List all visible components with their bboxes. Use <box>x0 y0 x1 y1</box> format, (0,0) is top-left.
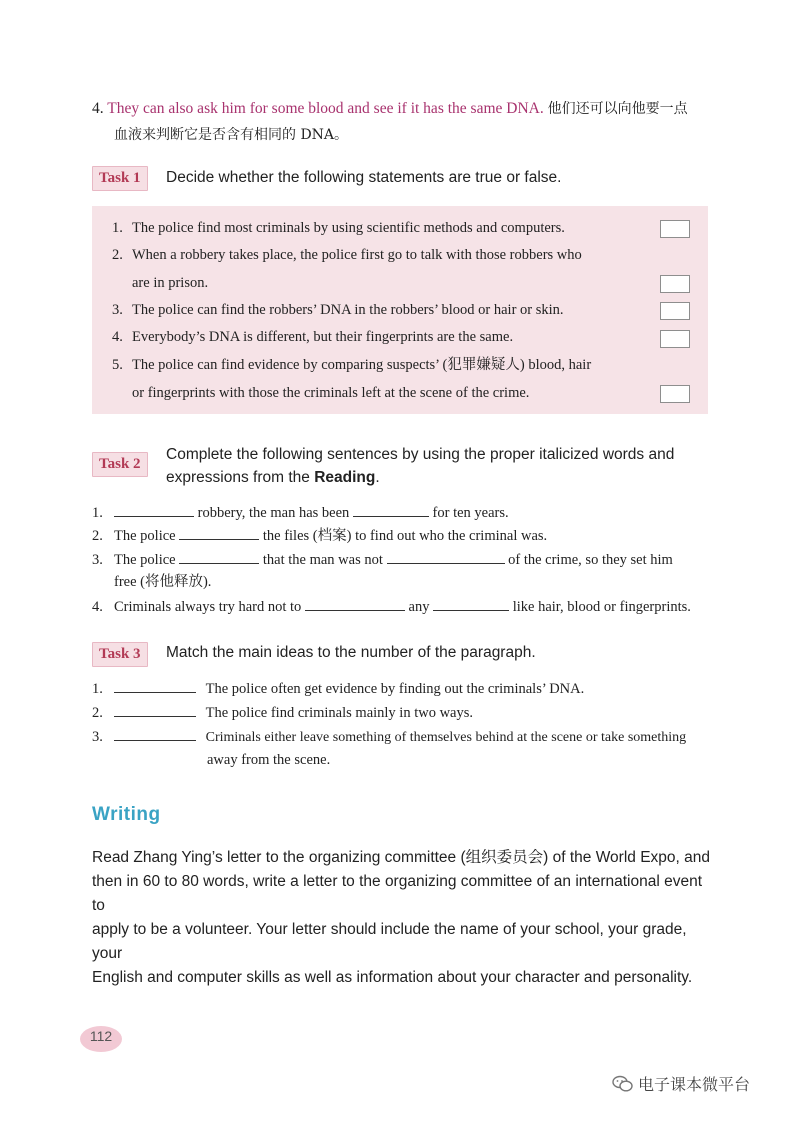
task-2-tag: Task 2 <box>92 452 148 477</box>
task-3-item-1 <box>92 678 584 699</box>
statement-5-cont: or fingerprints with those the criminals left at the scene of the crime. <box>132 385 530 401</box>
sentence-2-text-b: the files (档案) to find out who the criminal was. <box>262 528 548 544</box>
writing-line-3: apply to be a volunteer. Your letter should include the name of your school, your grade, your <box>92 921 687 962</box>
sentence-4-text-a: Criminals always try hard not to <box>114 599 302 615</box>
watermark <box>612 1072 750 1097</box>
sentence-1-text-a: robbery, the man has been <box>197 505 350 521</box>
statement-5-number: 5. <box>112 357 123 373</box>
task-3-tag: Task 3 <box>92 642 148 667</box>
sentence-1-text-b: for ten years. <box>432 505 509 521</box>
sentence-4-text-b: any <box>408 599 430 615</box>
writing-heading: Writing <box>92 804 161 825</box>
sentence-3-number: 3. <box>92 552 103 568</box>
statement-4 <box>112 327 513 347</box>
task-2-sentence-1 <box>92 502 509 523</box>
sentence-1-number: 1. <box>92 505 103 521</box>
item-4-chinese-1: 他们还可以向他要一点 <box>547 101 688 117</box>
statement-4-answer-box[interactable] <box>660 330 690 348</box>
sentence-4-number: 4. <box>92 599 103 615</box>
wechat-icon <box>612 1075 634 1097</box>
match-1-number: 1. <box>92 681 103 697</box>
task-2-instruction-end: . <box>375 469 380 486</box>
statement-1-number: 1. <box>112 220 123 236</box>
task-3-item-2 <box>92 702 473 723</box>
task-2-sentence-3 <box>92 549 673 570</box>
blank-input[interactable] <box>179 525 259 540</box>
match-1-text: The police often get evidence by finding out the criminals’ DNA. <box>205 681 585 697</box>
blank-input[interactable] <box>433 596 509 611</box>
blank-input[interactable] <box>114 502 194 517</box>
statement-4-number: 4. <box>112 329 123 345</box>
item-4 <box>92 96 712 148</box>
blank-input[interactable] <box>387 549 505 564</box>
statement-3-number: 3. <box>112 302 123 318</box>
task-2-sentence-3-cont: free (将他释放). <box>114 574 212 590</box>
statement-4-text: Everybody’s DNA is different, but their fingerprints are the same. <box>132 329 514 345</box>
writing-body <box>92 846 712 990</box>
writing-line-1: Read Zhang Ying’s letter to the organizing committee (组织委员会) of the World Expo, and <box>92 849 711 866</box>
task-2-sentence-2 <box>92 525 547 546</box>
statement-1-text: The police find most criminals by using scientific methods and computers. <box>132 220 565 236</box>
match-2-number: 2. <box>92 705 103 721</box>
statement-5-answer-box[interactable] <box>660 385 690 403</box>
sentence-3-text-c: of the crime, so they set him <box>508 552 673 568</box>
writing-line-4: English and computer skills as well as information about your character and personality. <box>92 969 693 986</box>
sentence-2-text-a: The police <box>114 528 176 544</box>
statement-2-text: When a robbery takes place, the police first go to talk with those robbers who <box>132 247 582 263</box>
statement-2-cont: are in prison. <box>132 275 209 291</box>
writing-line-2: then in 60 to 80 words, write a letter to the organizing committee of an international event to <box>92 873 703 914</box>
blank-input[interactable] <box>353 502 429 517</box>
match-2-text: The police find criminals mainly in two ways. <box>205 705 474 721</box>
blank-input[interactable] <box>114 702 196 717</box>
blank-input[interactable] <box>114 678 196 693</box>
match-3-number: 3. <box>92 729 103 745</box>
item-4-chinese-2: 血液来判断它是否含有相同的 DNA。 <box>114 127 349 143</box>
task-1-instruction: Decide whether the following statements are true or false. <box>166 169 562 186</box>
statement-2-number: 2. <box>112 247 123 263</box>
task-2-sentence-4 <box>92 596 691 617</box>
sentence-3-text-b: that the man was not <box>262 552 383 568</box>
statement-3-answer-box[interactable] <box>660 302 690 320</box>
match-3-text: Criminals either leave something of themselves behind at the scene or take something <box>205 730 687 745</box>
watermark-text: 电子课本微平台 <box>638 1075 751 1094</box>
task-3-item-3 <box>92 726 686 748</box>
task-2-instruction-bold: Reading <box>314 469 376 486</box>
statement-5-text: The police can find evidence by comparing suspects’ (犯罪嫌疑人) blood, hair <box>132 357 592 373</box>
sentence-4-text-c: like hair, blood or fingerprints. <box>512 599 691 615</box>
item-4-english: They can also ask him for some blood and see if it has the same DNA. <box>107 100 544 117</box>
blank-input[interactable] <box>179 549 259 564</box>
statement-3 <box>112 300 564 320</box>
blank-input[interactable] <box>114 726 196 741</box>
statement-1-answer-box[interactable] <box>660 220 690 238</box>
sentence-2-number: 2. <box>92 528 103 544</box>
sentence-3-text-a: The police <box>114 552 176 568</box>
task-2-instruction-line2: expressions from the <box>166 469 315 486</box>
page-number: 112 <box>80 1026 122 1052</box>
task-2-instruction-line1: Complete the following sentences by using the proper italicized words and <box>166 446 675 463</box>
statement-5 <box>112 355 591 375</box>
task-1-tag: Task 1 <box>92 166 148 191</box>
item-4-number: 4. <box>92 100 104 117</box>
task-3-item-3-cont: away from the scene. <box>207 752 331 768</box>
statement-2 <box>112 245 582 265</box>
statement-1 <box>112 218 565 238</box>
statement-3-text: The police can find the robbers’ DNA in the robbers’ blood or hair or skin. <box>132 302 564 318</box>
blank-input[interactable] <box>305 596 405 611</box>
task-2-instruction <box>166 443 711 489</box>
statement-2-answer-box[interactable] <box>660 275 690 293</box>
task-3-instruction: Match the main ideas to the number of the paragraph. <box>166 644 536 661</box>
